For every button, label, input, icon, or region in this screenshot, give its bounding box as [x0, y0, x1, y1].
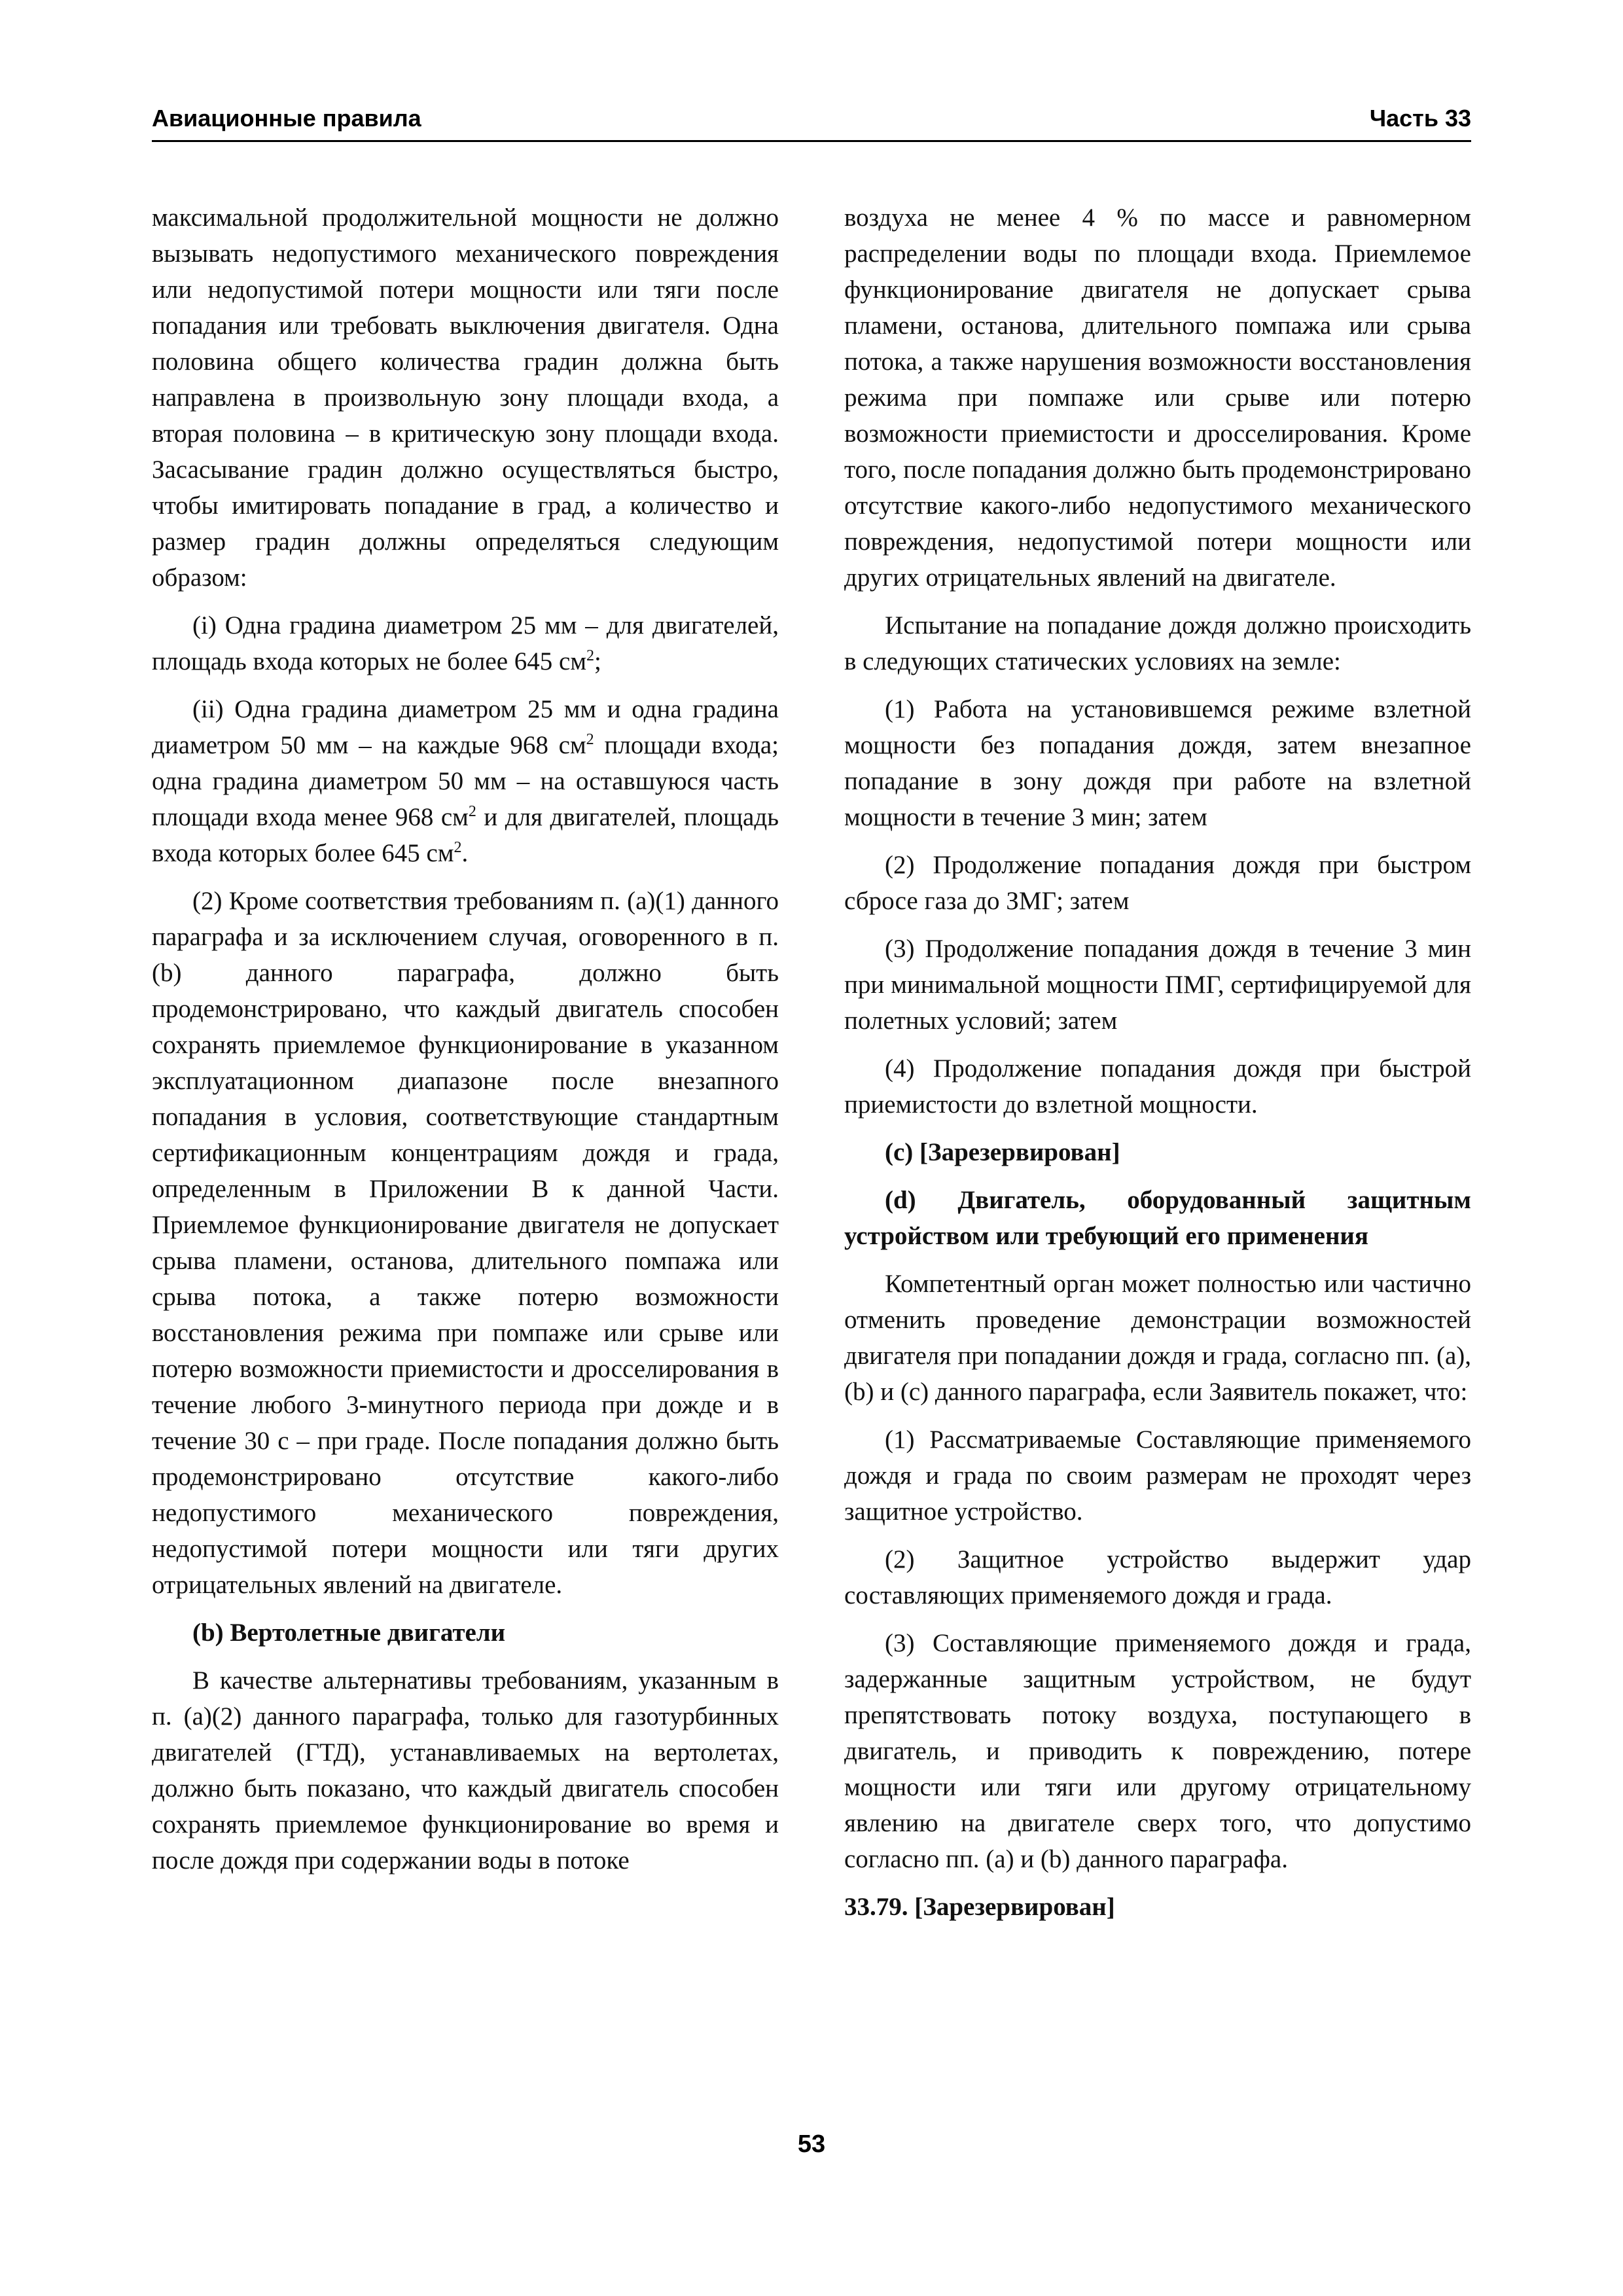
list-item: (2) Продолжение попадания дождя при быстром сбросе газа до ЗМГ; затем: [844, 851, 1471, 915]
running-header: [152, 105, 1471, 144]
paragraph: максимальной продолжительной мощности не должно вызывать недопустимого механического повреждения или недопустимой потери мощности или тяги после попадания или требовать выключения двигателя. Одна половина общего количества градин должна быть направлена в произвольную зону площади входа, а вторая половина – в критическую зону площади входа. Засасывание градин должно осуществляться быстро, чтобы имитировать попадание в град, а количество и размер градин должны определяться следующим образом:: [152, 204, 779, 592]
header-title: Авиационные правила: [152, 105, 421, 132]
paragraph: воздуха не менее 4 % по массе и равномерном распределении воды по площади входа. Приемлемое функционирование двигателя не допускает срыва пламени, останова, длительного помпажа или срыва потока, а также нарушения возможности восстановления режима при помпаже или срыве или потерю возможности приемистости и дросселирования. Кроме того, после попадания должно быть продемонстрировано отсутствие какого-либо недопустимого механического повреждения, недопустимой потери мощности или других отрицательных явлений на двигателе.: [844, 204, 1471, 592]
list-item: (3) Продолжение попадания дождя в течение 3 мин при минимальной мощности ПМГ, сертифицируемой для полетных условий; затем: [844, 935, 1471, 1035]
left-column: [152, 200, 779, 1890]
section-heading-b: (b) Вертолетные двигатели: [192, 1619, 506, 1647]
section-heading-33-79: 33.79. [Зарезервирован]: [844, 1893, 1115, 1921]
list-item: (4) Продолжение попадания дождя при быстрой приемистости до взлетной мощности.: [844, 1054, 1471, 1119]
list-item: (1) Работа на установившемся режиме взлетной мощности без попадания дождя, затем внезапное попадание в зону дождя при работе на взлетной мощности в течение 3 мин; затем: [844, 695, 1471, 831]
paragraph: Компетентный орган может полностью или частично отменить проведение демонстрации возможностей двигателя при попадании дождя и града, согласно пп. (a), (b) и (c) данного параграфа, если Заявитель покажет, что:: [844, 1270, 1471, 1406]
paragraph: Испытание на попадание дождя должно происходить в следующих статических условиях на земле:: [844, 611, 1471, 675]
header-part: Часть 33: [1369, 105, 1471, 132]
paragraph-item-ii: (ii) Одна градина диаметром 25 мм и одна градина диаметром 50 мм – на каждые 968 $см^2$ площади входа; одна градина диаметром 50 мм – на оставшуюся часть площади входа менее 968 $см^2$ и для двигателей, площадь входа которых более 645 $см^2$.: [152, 695, 779, 867]
paragraph: В качестве альтернативы требованиям, указанным в п. (a)(2) данного параграфа, только для газотурбинных двигателей (ГТД), устанавливаемых на вертолетах, должно быть показано, что каждый двигатель способен сохранять приемлемое функционирование во время и после дождя при содержании воды в потоке: [152, 1666, 779, 1874]
paragraph-a2: (2) Кроме соответствия требованиям п. (a)(1) данного параграфа и за исключением случая, оговоренного в п. (b) данного параграфа, должно быть продемонстрировано, что каждый двигатель способен сохранять приемлемое функционирование в указанном эксплуатационном диапазоне после внезапного попадания в условия, соответствующие стандартным сертификационным концентрациям дождя и града, определенным в Приложении В к данной Части. Приемлемое функционирование двигателя не допускает срыва пламени, останова, длительного помпажа или срыва потока, а также потерю возможности восстановления режима при помпаже или срыве или потерю возможности приемистости и дросселирования в течение любого 3-минутного периода при дожде и в течение 30 с – при граде. После попадания должно быть продемонстрировано отсутствие какого-либо недопустимого механического повреждения, недопустимой потери мощности или тяги других отрицательных явлений на двигателе.: [152, 887, 779, 1599]
page-number: 53: [797, 2130, 826, 2158]
list-item: (2) Защитное устройство выдержит удар составляющих применяемого дождя и града.: [844, 1545, 1471, 1609]
list-item: (3) Составляющие применяемого дождя и града, задержанные защитным устройством, не будут препятствовать потоку воздуха, поступающего в двигатель, и приводить к повреждению, потере мощности или тяги или другому отрицательному явлению на двигателе сверх того, что допустимо согласно пп. (a) и (b) данного параграфа.: [844, 1629, 1471, 1873]
section-heading-c: (c) [Зарезервирован]: [885, 1138, 1120, 1166]
right-column: [844, 200, 1471, 1937]
list-item: (1) Рассматриваемые Составляющие применяемого дождя и града по своим размерам не проходят через защитное устройство.: [844, 1426, 1471, 1526]
paragraph-item-i: (i) Одна градина диаметром 25 мм – для двигателей, площадь входа которых не более 645 $см^2$;: [152, 611, 779, 675]
section-heading-d: (d) Двигатель, оборудованный защитным устройством или требующий его применения: [844, 1186, 1471, 1250]
header-rule: [152, 140, 1471, 142]
